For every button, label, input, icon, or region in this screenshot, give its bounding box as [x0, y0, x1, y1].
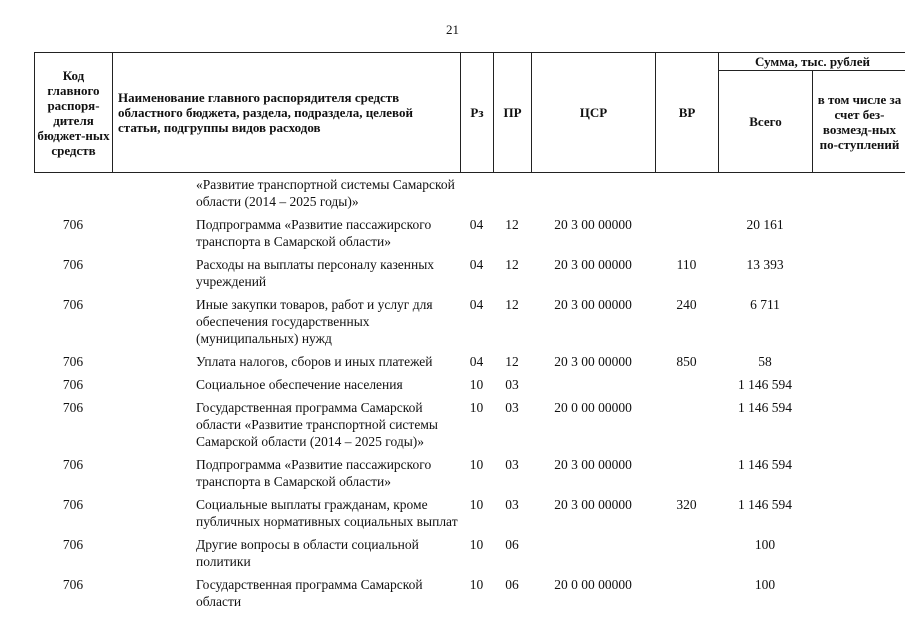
cell-total: 1 146 594 — [738, 377, 792, 392]
cell-total: 100 — [754, 577, 776, 592]
cell-code: 706 — [62, 457, 84, 472]
cell-vr — [655, 570, 718, 610]
cell-csr: 20 3 00 00000 — [554, 354, 632, 369]
table-row — [34, 347, 905, 370]
cell-name: Государственная программа Самарской области «Развитие транспортной системы Самарской области (2014 – 2025 годы)» — [196, 400, 438, 449]
cell-incl — [812, 570, 905, 610]
table-row — [34, 450, 905, 490]
cell-csr — [531, 370, 655, 393]
cell-rz: 04 — [469, 217, 484, 232]
cell-incl — [812, 370, 905, 393]
cell-rz: 10 — [469, 457, 484, 472]
cell-vr — [655, 210, 718, 250]
cell-csr: 20 0 00 00000 — [554, 400, 632, 415]
cell-code: 706 — [62, 577, 84, 592]
cell-pr: 12 — [505, 297, 519, 312]
cell-name: Социальное обеспечение населения — [196, 377, 403, 392]
cell-incl — [812, 210, 905, 250]
cell-csr: 20 0 00 00000 — [554, 577, 632, 592]
cell-rz: 10 — [469, 577, 484, 592]
cell-vr: 240 — [676, 297, 697, 312]
cell-rz: 10 — [469, 537, 484, 552]
cell-rz: 10 — [469, 497, 484, 512]
cell-total: 1 146 594 — [738, 497, 792, 512]
cell-csr: 20 3 00 00000 — [554, 217, 632, 232]
cell-incl — [812, 347, 905, 370]
cell-vr: 320 — [676, 497, 697, 512]
table-row — [34, 370, 905, 393]
table-row — [34, 490, 905, 530]
cell-name: Социальные выплаты гражданам, кроме публичных нормативных социальных выплат — [196, 497, 458, 529]
cell-incl — [812, 530, 905, 570]
cell-code: 706 — [62, 377, 84, 392]
cell-pr: 03 — [505, 457, 519, 472]
cell-name: Иные закупки товаров, работ и услуг для обеспечения государственных (муниципальных) нужд — [196, 297, 433, 346]
cell-pr: 03 — [505, 497, 519, 512]
header-rz: Рз — [461, 53, 494, 173]
cell-name: Расходы на выплаты персоналу казенных учреждений — [196, 257, 435, 289]
header-name: Наименование главного распорядителя средств областного бюджета, раздела, подраздела, целевой статьи, подгруппы видов расходов — [113, 53, 461, 173]
header-sum: Сумма, тыс. рублей — [719, 53, 905, 71]
table-row — [34, 570, 905, 610]
header-code: Код главного распоря-дителя бюджет-ных средств — [35, 53, 113, 173]
cell-code — [34, 174, 112, 210]
cell-code: 706 — [62, 217, 84, 232]
cell-incl — [812, 393, 905, 450]
cell-code: 706 — [62, 297, 84, 312]
header-pr: ПР — [494, 53, 532, 173]
page-number: 21 — [446, 22, 459, 37]
cell-total: 13 393 — [746, 257, 784, 272]
table-row — [34, 250, 905, 290]
cell-rz — [460, 174, 493, 210]
table-row — [34, 210, 905, 250]
cell-vr: 110 — [676, 257, 697, 272]
cell-vr: 850 — [676, 354, 697, 369]
cell-code: 706 — [62, 497, 84, 512]
cell-vr — [655, 530, 718, 570]
cell-pr: 03 — [505, 400, 519, 415]
table-row — [34, 290, 905, 347]
cell-csr — [531, 530, 655, 570]
cell-pr: 12 — [505, 354, 519, 369]
cell-name: Государственная программа Самарской области — [196, 577, 423, 609]
cell-incl — [812, 450, 905, 490]
cell-csr: 20 3 00 00000 — [554, 297, 632, 312]
cell-name: Подпрограмма «Развитие пассажирского транспорта в Самарской области» — [196, 217, 432, 249]
cell-name: Подпрограмма «Развитие пассажирского транспорта в Самарской области» — [196, 457, 432, 489]
cell-pr: 12 — [505, 217, 519, 232]
cell-total — [718, 174, 812, 210]
cell-total: 58 — [758, 354, 772, 369]
cell-rz: 04 — [469, 297, 484, 312]
cell-vr — [655, 393, 718, 450]
cell-pr: 03 — [505, 377, 519, 392]
cell-incl — [812, 290, 905, 347]
cell-total: 100 — [754, 537, 776, 552]
cell-code: 706 — [62, 257, 84, 272]
cell-code: 706 — [62, 537, 84, 552]
cell-rz: 10 — [469, 377, 484, 392]
header-csr: ЦСР — [532, 53, 656, 173]
cell-rz: 04 — [469, 354, 484, 369]
table-row — [34, 174, 905, 210]
table-row — [34, 530, 905, 570]
cell-csr: 20 3 00 00000 — [554, 257, 632, 272]
cell-total: 6 711 — [750, 297, 780, 312]
cell-name: «Развитие транспортной системы Самарской области (2014 – 2025 годы)» — [196, 177, 455, 209]
cell-csr — [531, 174, 655, 210]
header-incl: в том числе за счет без-возмезд-ных по-ступлений — [813, 71, 905, 173]
cell-rz: 10 — [469, 400, 484, 415]
cell-incl — [812, 490, 905, 530]
cell-pr: 06 — [505, 537, 519, 552]
cell-total: 1 146 594 — [738, 457, 792, 472]
cell-csr: 20 3 00 00000 — [554, 497, 632, 512]
cell-vr — [655, 174, 718, 210]
cell-code: 706 — [62, 400, 84, 415]
cell-vr — [655, 370, 718, 393]
cell-csr: 20 3 00 00000 — [554, 457, 632, 472]
header-vr: ВР — [656, 53, 719, 173]
cell-code: 706 — [62, 354, 84, 369]
header-total: Всего — [719, 71, 813, 173]
cell-rz: 04 — [469, 257, 484, 272]
table-body — [34, 174, 905, 610]
cell-total: 20 161 — [746, 217, 784, 232]
table-header — [34, 52, 905, 173]
cell-pr: 06 — [505, 577, 519, 592]
table-row — [34, 393, 905, 450]
cell-vr — [655, 450, 718, 490]
cell-name: Уплата налогов, сборов и иных платежей — [196, 354, 433, 369]
cell-incl — [812, 174, 905, 210]
cell-pr: 12 — [505, 257, 519, 272]
cell-incl — [812, 250, 905, 290]
cell-name: Другие вопросы в области социальной политики — [196, 537, 419, 569]
cell-pr — [493, 174, 531, 210]
cell-total: 1 146 594 — [738, 400, 792, 415]
